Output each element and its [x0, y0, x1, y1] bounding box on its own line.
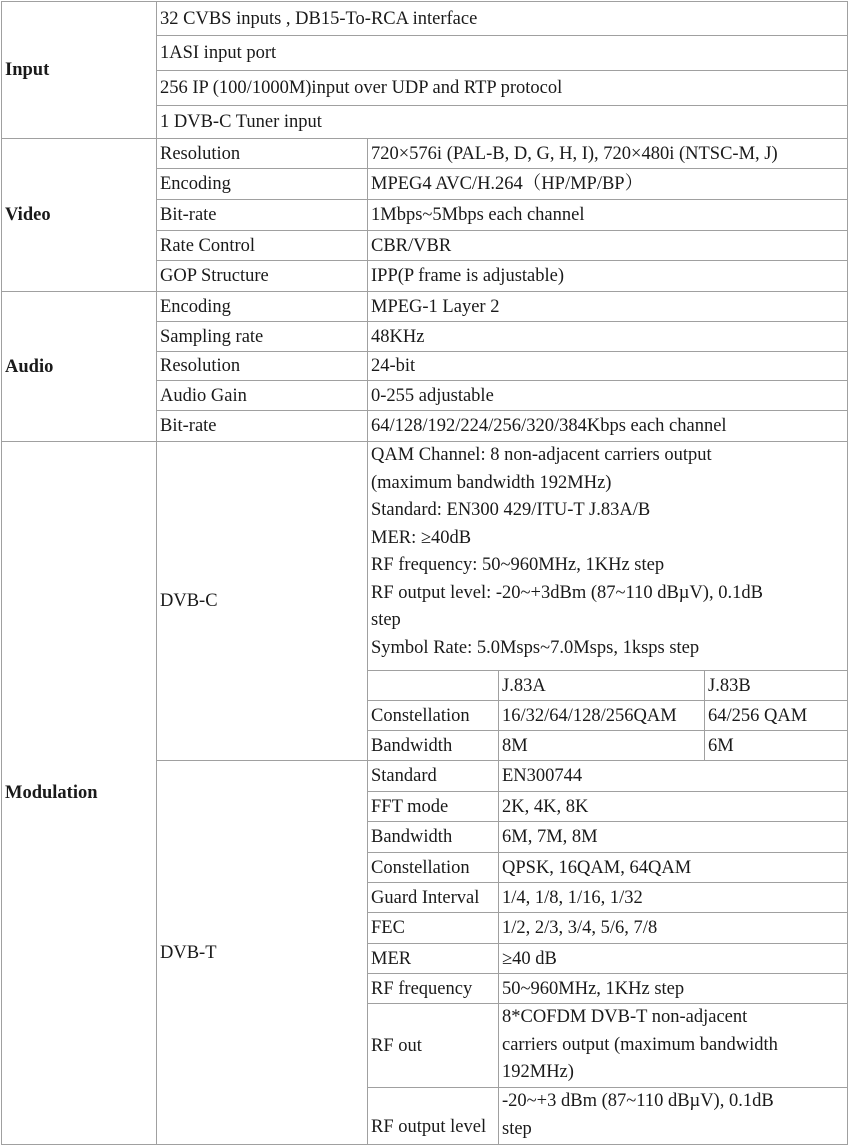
dvbt-rf-output-level-value [499, 1088, 848, 1145]
video-param: GOP Structure [157, 261, 368, 292]
video-param: Rate Control [157, 231, 368, 261]
dvbt-param: MER [368, 944, 499, 974]
video-value: CBR/VBR [368, 231, 848, 261]
audio-param: Encoding [157, 292, 368, 322]
category-video: Video [2, 139, 157, 292]
dvbt-rf-out-line: 8*COFDM DVB-T non-adjacent [502, 1007, 748, 1028]
dvbt-value: 1/2, 2/3, 3/4, 5/6, 7/8 [499, 913, 848, 944]
dvbt-param: RF out [368, 1004, 499, 1088]
video-param: Bit-rate [157, 200, 368, 231]
dvbc-subtable-header [368, 671, 499, 701]
audio-value: 64/128/192/224/256/320/384Kbps each channel [368, 411, 848, 442]
dvbt-param: FEC [368, 913, 499, 944]
dvbt-param: Constellation [368, 853, 499, 883]
dvbt-param: Standard [368, 761, 499, 792]
dvbt-rf-out-line: carriers output (maximum bandwidth [502, 1034, 778, 1055]
dvbt-rf-out-line: 192MHz) [502, 1062, 574, 1083]
dvbt-value: ≥40 dB [499, 944, 848, 974]
category-modulation: Modulation [2, 442, 157, 1145]
dvbc-line: Symbol Rate: 5.0Msps~7.0Msps, 1ksps step [371, 637, 700, 658]
dvbt-value: 2K, 4K, 8K [499, 792, 848, 822]
dvbc-subtable-header: J.83A [499, 671, 705, 701]
dvbc-line: (maximum bandwidth 192MHz) [371, 472, 612, 493]
audio-param: Audio Gain [157, 381, 368, 411]
audio-value: 0-255 adjustable [368, 381, 848, 411]
dvbt-param: FFT mode [368, 792, 499, 822]
audio-value: 48KHz [368, 322, 848, 352]
audio-value: MPEG-1 Layer 2 [368, 292, 848, 322]
dvbc-line: QAM Channel: 8 non-adjacent carriers output [371, 445, 712, 465]
dvbc-line: MER: ≥40dB [371, 527, 472, 548]
audio-param: Sampling rate [157, 322, 368, 352]
dvbc-subtable-cell: Constellation [368, 701, 499, 731]
video-param: Encoding [157, 169, 368, 200]
dvbt-value: 50~960MHz, 1KHz step [499, 974, 848, 1004]
dvbc-subtable-header: J.83B [705, 671, 848, 701]
dvbc-subtable-cell: Bandwidth [368, 731, 499, 761]
input-row: 32 CVBS inputs , DB15-To-RCA interface [157, 2, 848, 36]
dvbc-description [368, 442, 848, 671]
dvbc-subtable-cell: 8M [499, 731, 705, 761]
category-audio: Audio [2, 292, 157, 442]
dvbt-param: Guard Interval [368, 883, 499, 913]
dvbt-value: 6M, 7M, 8M [499, 822, 848, 853]
dvbt-param: RF frequency [368, 974, 499, 1004]
video-value: IPP(P frame is adjustable) [368, 261, 848, 292]
video-param: Resolution [157, 139, 368, 169]
input-row: 256 IP (100/1000M)input over UDP and RTP protocol [157, 71, 848, 106]
input-row: 1 DVB-C Tuner input [157, 106, 848, 139]
dvbt-param: RF output level [368, 1088, 499, 1145]
spec-table [1, 1, 848, 1145]
dvbt-label: DVB-T [157, 761, 368, 1145]
dvbt-value: EN300744 [499, 761, 848, 792]
dvbt-rf-output-level-line: step [502, 1118, 532, 1139]
audio-value: 24-bit [368, 352, 848, 381]
dvbc-line: Standard: EN300 429/ITU-T J.83A/B [371, 500, 651, 520]
dvbc-subtable-cell: 64/256 QAM [705, 701, 848, 731]
input-row: 1ASI input port [157, 36, 848, 71]
dvbt-param: Bandwidth [368, 822, 499, 853]
dvbc-line: RF output level: -20~+3dBm (87~110 dBµV), 0.1dB [371, 582, 763, 603]
video-value: 1Mbps~5Mbps each channel [368, 200, 848, 231]
category-input: Input [2, 2, 157, 139]
dvbt-value: QPSK, 16QAM, 64QAM [499, 853, 848, 883]
video-value: 720×576i (PAL-B, D, G, H, I), 720×480i (NTSC-M, J) [368, 139, 848, 169]
dvbc-line: step [371, 610, 401, 630]
dvbc-label: DVB-C [157, 442, 368, 761]
dvbc-subtable-cell: 6M [705, 731, 848, 761]
audio-param: Bit-rate [157, 411, 368, 442]
dvbt-value: 1/4, 1/8, 1/16, 1/32 [499, 883, 848, 913]
dvbc-subtable-cell: 16/32/64/128/256QAM [499, 701, 705, 731]
dvbt-rf-out-value [499, 1004, 848, 1088]
dvbt-rf-output-level-line: -20~+3 dBm (87~110 dBµV), 0.1dB [502, 1091, 774, 1111]
dvbc-line: RF frequency: 50~960MHz, 1KHz step [371, 555, 665, 575]
video-value: MPEG4 AVC/H.264（HP/MP/BP） [368, 169, 848, 200]
audio-param: Resolution [157, 352, 368, 381]
